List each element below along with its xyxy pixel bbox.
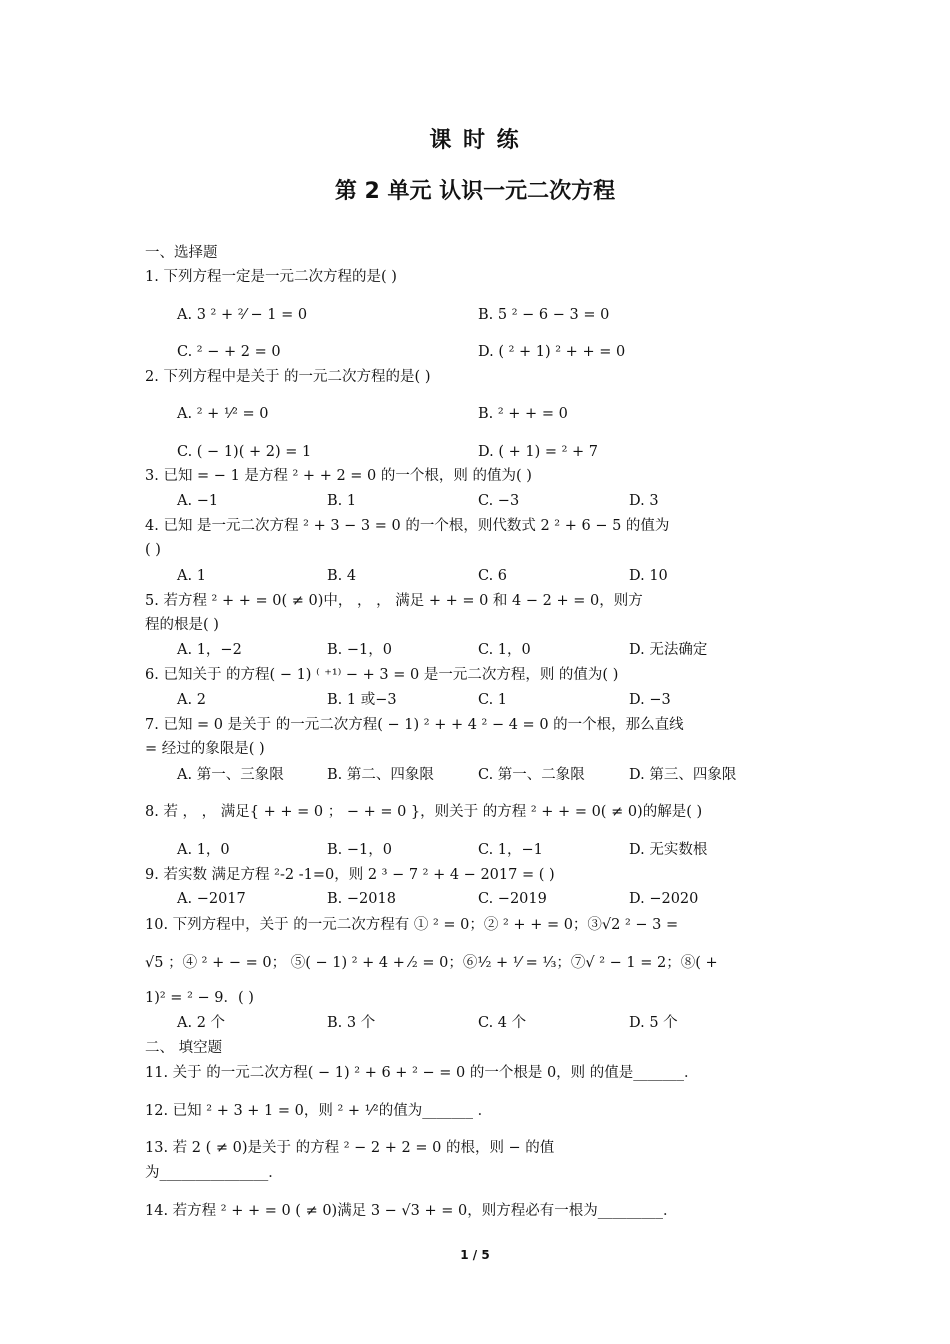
question-4-line-1: 4. 已知 是一元二次方程 ² + 3 − 3 = 0 的一个根，则代数式 2 ² + 6 − 5 的值为 bbox=[145, 518, 670, 534]
q1-option-c: C. ² − + 2 = 0 bbox=[177, 344, 281, 360]
doc-title: 课 时 练 bbox=[429, 128, 521, 153]
question-6: 6. 已知关于 的方程( − 1) ⁽ ⁺¹⁾ − + 3 = 0 是一元二次方程，则 的值为( ) bbox=[145, 667, 619, 683]
section-heading-choice: 一、选择题 bbox=[145, 245, 218, 261]
q9-option-c: C. −2019 bbox=[478, 891, 547, 907]
q5-option-b: B. −1，0 bbox=[327, 642, 392, 658]
q8-option-a: A. 1，0 bbox=[177, 842, 230, 858]
q4-option-d: D. 10 bbox=[629, 568, 668, 584]
q4-option-c: C. 6 bbox=[478, 568, 508, 584]
q9-option-a: A. −2017 bbox=[177, 891, 246, 907]
q9-option-b: B. −2018 bbox=[327, 891, 396, 907]
q8-option-b: B. −1，0 bbox=[327, 842, 392, 858]
question-10-line-2: √5 ；④ ² + − = 0； ⑤( − 1) ² + 4 + ⁄₂ = 0；⑥¹⁄₂ + ¹⁄ = ¹⁄₃；⑦√ ² − 1 = 2；⑧( + bbox=[145, 955, 718, 971]
q7-option-b: B. 第二、四象限 bbox=[327, 767, 434, 783]
question-9: 9. 若实数 满足方程 ²-2 -1=0，则 2 ³ − 7 ² + 4 − 2017 = ( ) bbox=[145, 867, 555, 883]
q6-option-a: A. 2 bbox=[177, 692, 206, 708]
q3-option-b: B. 1 bbox=[327, 493, 357, 509]
q3-option-d: D. 3 bbox=[629, 493, 659, 509]
q4-option-b: B. 4 bbox=[327, 568, 357, 584]
doc-subtitle: 第 2 单元 认识一元二次方程 bbox=[334, 179, 616, 204]
page-number: 1 / 5 bbox=[460, 1248, 490, 1262]
q3-option-c: C. −3 bbox=[478, 493, 520, 509]
q2-option-b: B. ² + + = 0 bbox=[478, 406, 568, 422]
q7-option-a: A. 第一、三象限 bbox=[177, 767, 284, 783]
question-1: 1. 下列方程一定是一元二次方程的是( ) bbox=[145, 269, 397, 285]
q8-option-d: D. 无实数根 bbox=[629, 842, 708, 858]
q5-option-d: D. 无法确定 bbox=[629, 642, 708, 658]
question-11: 11. 关于 的一元二次方程( − 1) ² + 6 + ² − = 0 的一个根是 0，则 的值是_______． bbox=[145, 1065, 699, 1081]
q6-option-c: C. 1 bbox=[478, 692, 508, 708]
q5-option-c: C. 1，0 bbox=[478, 642, 531, 658]
question-7-line-1: 7. 已知 = 0 是关于 的一元二次方程( − 1) ² + + 4 ² − 4 = 0 的一个根，那么直线 bbox=[145, 717, 684, 733]
q8-option-c: C. 1，−1 bbox=[478, 842, 543, 858]
q9-option-d: D. −2020 bbox=[629, 891, 699, 907]
question-14: 14. 若方程 ² + + = 0 ( ≠ 0)满足 3 − √3 + = 0，则方程必有一根为_________． bbox=[145, 1203, 678, 1219]
q10-option-d: D. 5 个 bbox=[629, 1015, 678, 1031]
question-5-line-1: 5. 若方程 ² + + = 0( ≠ 0)中， ， ， 满足 + + = 0 和 4 − 2 + = 0，则方 bbox=[145, 593, 643, 609]
question-8: 8. 若 ， ， 满足{ + + = 0 ； − + = 0 }，则关于 的方程 ² + + = 0( ≠ 0)的解是( ) bbox=[145, 804, 703, 820]
q2-option-c: C. ( − 1)( + 2) = 1 bbox=[177, 444, 312, 460]
q4-option-a: A. 1 bbox=[177, 568, 206, 584]
section-heading-fill: 二、 填空题 bbox=[145, 1040, 223, 1056]
q3-option-a: A. −1 bbox=[177, 493, 219, 509]
q7-option-d: D. 第三、四象限 bbox=[629, 767, 737, 783]
question-12: 12. 已知 ² + 3 + 1 = 0，则 ² + ¹⁄²的值为_______ ． bbox=[145, 1103, 493, 1119]
q6-option-d: D. −3 bbox=[629, 692, 671, 708]
question-4-line-2: ( ) bbox=[145, 542, 161, 558]
question-13-line-2: 为_______________． bbox=[145, 1165, 283, 1181]
question-10-line-3: 1)² = ² − 9．( ) bbox=[145, 990, 254, 1006]
q10-option-c: C. 4 个 bbox=[478, 1015, 527, 1031]
question-2: 2. 下列方程中是关于 的一元二次方程的是( ) bbox=[145, 369, 431, 385]
q10-option-a: A. 2 个 bbox=[177, 1015, 226, 1031]
question-3: 3. 已知 = − 1 是方程 ² + + 2 = 0 的一个根，则 的值为( ) bbox=[145, 468, 532, 484]
q2-option-a: A. ² + ¹⁄² = 0 bbox=[177, 406, 269, 422]
q6-option-b: B. 1 或−3 bbox=[327, 692, 397, 708]
q2-option-d: D. ( + 1) = ² + 7 bbox=[478, 444, 599, 460]
q1-option-d: D. ( ² + 1) ² + + = 0 bbox=[478, 344, 626, 360]
q1-option-a: A. 3 ² + ²⁄ − 1 = 0 bbox=[177, 307, 308, 323]
question-10-line-1: 10. 下列方程中，关于 的一元二次方程有 ① ² = 0；② ² + + = 0；③√2 ² − 3 = bbox=[145, 917, 679, 933]
question-13-line-1: 13. 若 2 ( ≠ 0)是关于 的方程 ² − 2 + 2 = 0 的根，则 − 的值 bbox=[145, 1140, 555, 1156]
q7-option-c: C. 第一、二象限 bbox=[478, 767, 585, 783]
question-7-line-2: = 经过的象限是( ) bbox=[145, 741, 265, 757]
q1-option-b: B. 5 ² − 6 − 3 = 0 bbox=[478, 307, 610, 323]
q5-option-a: A. 1，−2 bbox=[177, 642, 242, 658]
question-5-line-2: 程的根是( ) bbox=[145, 617, 219, 633]
q10-option-b: B. 3 个 bbox=[327, 1015, 376, 1031]
